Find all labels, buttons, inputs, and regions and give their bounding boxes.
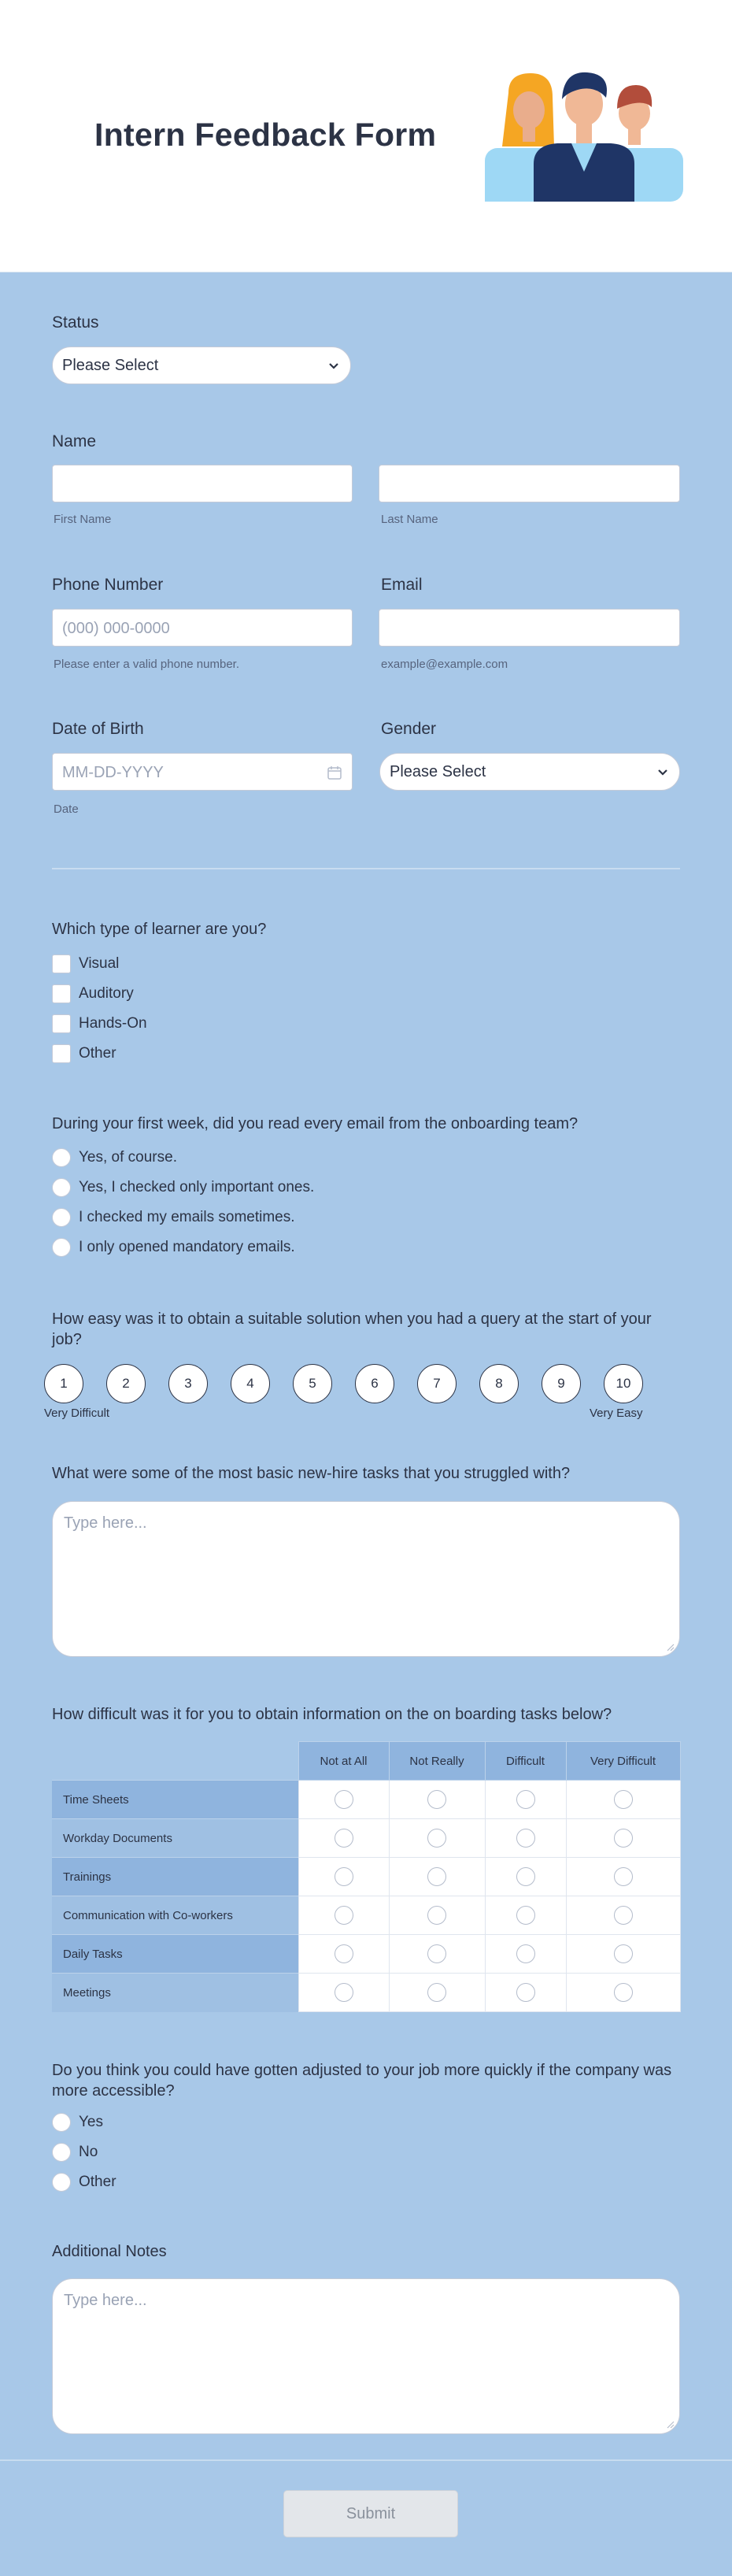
matrix-row bbox=[52, 1819, 680, 1858]
gender-select-value: Please Select bbox=[390, 763, 486, 780]
radio-button[interactable] bbox=[335, 1944, 353, 1963]
matrix-row-label: Meetings bbox=[52, 1974, 298, 2012]
radio-button[interactable] bbox=[614, 1983, 633, 2002]
radio-button[interactable] bbox=[335, 1983, 353, 2002]
scale-min-label: Very Difficult bbox=[44, 1407, 110, 1420]
matrix-cell[interactable] bbox=[485, 1819, 566, 1858]
emails-option[interactable] bbox=[52, 1177, 445, 1200]
status-label: Status bbox=[52, 313, 99, 332]
radio-button[interactable] bbox=[516, 1829, 535, 1848]
tasks-textarea[interactable] bbox=[52, 1501, 680, 1657]
option-label: I only opened mandatory emails. bbox=[79, 1239, 295, 1255]
radio-button[interactable] bbox=[52, 1148, 71, 1167]
scale-option[interactable]: 8 bbox=[479, 1364, 519, 1403]
matrix-cell[interactable] bbox=[485, 1858, 566, 1896]
learner-question: Which type of learner are you? bbox=[52, 921, 267, 938]
matrix-column-header: Not at All bbox=[298, 1742, 389, 1781]
scale-option[interactable]: 7 bbox=[417, 1364, 457, 1403]
scale-option[interactable]: 10 bbox=[604, 1364, 643, 1403]
checkbox[interactable] bbox=[52, 984, 71, 1003]
radio-button[interactable] bbox=[52, 2113, 71, 2132]
last-name-sublabel: Last Name bbox=[381, 513, 438, 526]
radio-button[interactable] bbox=[614, 1906, 633, 1925]
matrix-column-header: Difficult bbox=[485, 1742, 566, 1781]
option-label: Yes, I checked only important ones. bbox=[79, 1179, 315, 1195]
radio-button[interactable] bbox=[335, 1906, 353, 1925]
name-label: Name bbox=[52, 432, 97, 450]
matrix-row bbox=[52, 1974, 680, 2012]
access-option[interactable] bbox=[52, 2171, 288, 2195]
notes-textarea[interactable] bbox=[52, 2278, 680, 2434]
email-label: Email bbox=[381, 576, 423, 594]
learner-option[interactable] bbox=[52, 983, 288, 1006]
matrix-cell[interactable] bbox=[298, 1819, 389, 1858]
option-label: Other bbox=[79, 1045, 116, 1062]
gender-select[interactable] bbox=[379, 753, 680, 791]
matrix-cell[interactable] bbox=[566, 1974, 680, 2012]
matrix-cell[interactable] bbox=[298, 1935, 389, 1974]
matrix-row-label: Trainings bbox=[52, 1858, 298, 1896]
calendar-icon[interactable] bbox=[327, 765, 342, 780]
radio-button[interactable] bbox=[427, 1906, 446, 1925]
option-label: Hands-On bbox=[79, 1015, 147, 1032]
radio-button[interactable] bbox=[52, 2173, 71, 2192]
dob-placeholder: MM-DD-YYYY bbox=[62, 764, 164, 781]
phone-placeholder: (000) 000-0000 bbox=[62, 620, 170, 637]
email-input[interactable] bbox=[379, 609, 680, 647]
form-body bbox=[0, 272, 732, 2576]
learner-option[interactable] bbox=[52, 1013, 288, 1036]
phone-sublabel: Please enter a valid phone number. bbox=[54, 658, 239, 671]
matrix-cell[interactable] bbox=[389, 1935, 485, 1974]
matrix-row bbox=[52, 1781, 680, 1819]
matrix-row bbox=[52, 1896, 680, 1935]
access-question: Do you think you could have gotten adjusted to your job more quickly if the company was more accessible? bbox=[52, 2062, 672, 2100]
matrix-cell[interactable] bbox=[389, 1781, 485, 1819]
matrix-column-header: Very Difficult bbox=[566, 1742, 680, 1781]
option-label: Visual bbox=[79, 955, 120, 972]
dob-label: Date of Birth bbox=[52, 720, 144, 738]
resize-handle-icon[interactable] bbox=[665, 1642, 675, 1651]
phone-input[interactable] bbox=[52, 609, 353, 647]
learner-option[interactable] bbox=[52, 1043, 288, 1066]
radio-button[interactable] bbox=[427, 1983, 446, 2002]
matrix-cell[interactable] bbox=[485, 1896, 566, 1935]
radio-button[interactable] bbox=[516, 1790, 535, 1809]
learner-option[interactable] bbox=[52, 953, 288, 977]
matrix-cell[interactable] bbox=[566, 1858, 680, 1896]
radio-button[interactable] bbox=[614, 1829, 633, 1848]
matrix-cell[interactable] bbox=[389, 1974, 485, 2012]
dob-sublabel: Date bbox=[54, 802, 79, 816]
matrix-cell[interactable] bbox=[485, 1781, 566, 1819]
tasks-placeholder: Type here... bbox=[64, 1514, 147, 1532]
emails-option[interactable] bbox=[52, 1206, 445, 1230]
matrix-row-label: Communication with Co-workers bbox=[52, 1896, 298, 1935]
notes-placeholder: Type here... bbox=[64, 2292, 147, 2309]
scale-question: How easy was it to obtain a suitable solution when you had a query at the start of your job? bbox=[52, 1310, 652, 1348]
scale-option[interactable]: 3 bbox=[168, 1364, 208, 1403]
matrix-cell[interactable] bbox=[298, 1781, 389, 1819]
scale-max-label: Very Easy bbox=[590, 1407, 643, 1420]
matrix-column-header: Not Really bbox=[389, 1742, 485, 1781]
matrix-cell[interactable] bbox=[298, 1974, 389, 2012]
radio-button[interactable] bbox=[516, 1906, 535, 1925]
matrix-cell[interactable] bbox=[566, 1819, 680, 1858]
option-label: I checked my emails sometimes. bbox=[79, 1209, 295, 1225]
option-label: Auditory bbox=[79, 985, 134, 1002]
scale-option[interactable]: 4 bbox=[231, 1364, 270, 1403]
radio-button[interactable] bbox=[335, 1867, 353, 1886]
radio-button[interactable] bbox=[614, 1790, 633, 1809]
radio-button[interactable] bbox=[427, 1944, 446, 1963]
status-select[interactable] bbox=[52, 347, 351, 384]
scale-option[interactable]: 5 bbox=[293, 1364, 332, 1403]
tasks-question: What were some of the most basic new-hire tasks that you struggled with? bbox=[52, 1465, 571, 1482]
matrix-cell[interactable] bbox=[485, 1935, 566, 1974]
team-illustration bbox=[485, 69, 683, 202]
radio-button[interactable] bbox=[427, 1829, 446, 1848]
matrix-question: How difficult was it for you to obtain information on the on boarding tasks below? bbox=[52, 1706, 612, 1723]
chevron-down-icon bbox=[327, 358, 341, 373]
gender-label: Gender bbox=[381, 720, 437, 738]
radio-button[interactable] bbox=[427, 1790, 446, 1809]
scale-option[interactable]: 2 bbox=[106, 1364, 146, 1403]
option-label: Other bbox=[79, 2174, 116, 2190]
matrix-row bbox=[52, 1858, 680, 1896]
matrix-cell[interactable] bbox=[389, 1858, 485, 1896]
matrix-row-label: Daily Tasks bbox=[52, 1935, 298, 1974]
radio-button[interactable] bbox=[335, 1790, 353, 1809]
resize-handle-icon[interactable] bbox=[665, 2419, 675, 2429]
matrix-cell[interactable] bbox=[566, 1781, 680, 1819]
radio-button[interactable] bbox=[614, 1867, 633, 1886]
scale-option[interactable]: 9 bbox=[542, 1364, 581, 1403]
footer-divider bbox=[0, 2459, 732, 2461]
matrix-cell[interactable] bbox=[298, 1858, 389, 1896]
radio-button[interactable] bbox=[516, 1983, 535, 2002]
matrix-cell[interactable] bbox=[566, 1896, 680, 1935]
matrix-row-label: Time Sheets bbox=[52, 1781, 298, 1819]
checkbox[interactable] bbox=[52, 954, 71, 973]
radio-button[interactable] bbox=[52, 1178, 71, 1197]
emails-option[interactable] bbox=[52, 1236, 445, 1260]
radio-button[interactable] bbox=[516, 1867, 535, 1886]
notes-label: Additional Notes bbox=[52, 2243, 167, 2260]
chevron-down-icon bbox=[656, 765, 670, 779]
matrix-cell[interactable] bbox=[389, 1819, 485, 1858]
scale-option[interactable]: 6 bbox=[355, 1364, 394, 1403]
access-option[interactable] bbox=[52, 2141, 288, 2165]
matrix-row-label: Workday Documents bbox=[52, 1819, 298, 1858]
radio-button[interactable] bbox=[614, 1944, 633, 1963]
scale-option[interactable]: 1 bbox=[44, 1364, 83, 1403]
first-name-sublabel: First Name bbox=[54, 513, 112, 526]
radio-button[interactable] bbox=[52, 1238, 71, 1257]
first-name-input[interactable] bbox=[52, 465, 353, 502]
difficulty-matrix bbox=[52, 1741, 681, 2012]
last-name-input[interactable] bbox=[379, 465, 680, 502]
radio-button[interactable] bbox=[52, 1208, 71, 1227]
matrix-cell[interactable] bbox=[566, 1935, 680, 1974]
submit-button[interactable]: Submit bbox=[283, 2490, 458, 2537]
checkbox[interactable] bbox=[52, 1014, 71, 1033]
form-header bbox=[0, 0, 732, 272]
emails-option[interactable] bbox=[52, 1147, 445, 1170]
phone-label: Phone Number bbox=[52, 576, 164, 594]
matrix-cell[interactable] bbox=[485, 1974, 566, 2012]
option-label: Yes bbox=[79, 2114, 103, 2130]
radio-button[interactable] bbox=[335, 1829, 353, 1848]
matrix-row bbox=[52, 1935, 680, 1974]
radio-button[interactable] bbox=[427, 1867, 446, 1886]
dob-input[interactable] bbox=[52, 753, 353, 791]
option-label: No bbox=[79, 2144, 98, 2160]
option-label: Yes, of course. bbox=[79, 1149, 177, 1166]
emails-question: During your first week, did you read every email from the onboarding team? bbox=[52, 1115, 579, 1132]
radio-button[interactable] bbox=[52, 2143, 71, 2162]
email-sublabel: example@example.com bbox=[381, 658, 508, 671]
radio-button[interactable] bbox=[516, 1944, 535, 1963]
matrix-cell[interactable] bbox=[389, 1896, 485, 1935]
status-select-value: Please Select bbox=[62, 357, 159, 374]
matrix-cell[interactable] bbox=[298, 1896, 389, 1935]
matrix-corner bbox=[52, 1742, 298, 1781]
form-title: Intern Feedback Form bbox=[94, 117, 437, 153]
section-divider bbox=[52, 868, 680, 869]
access-option[interactable] bbox=[52, 2111, 288, 2135]
checkbox[interactable] bbox=[52, 1044, 71, 1063]
